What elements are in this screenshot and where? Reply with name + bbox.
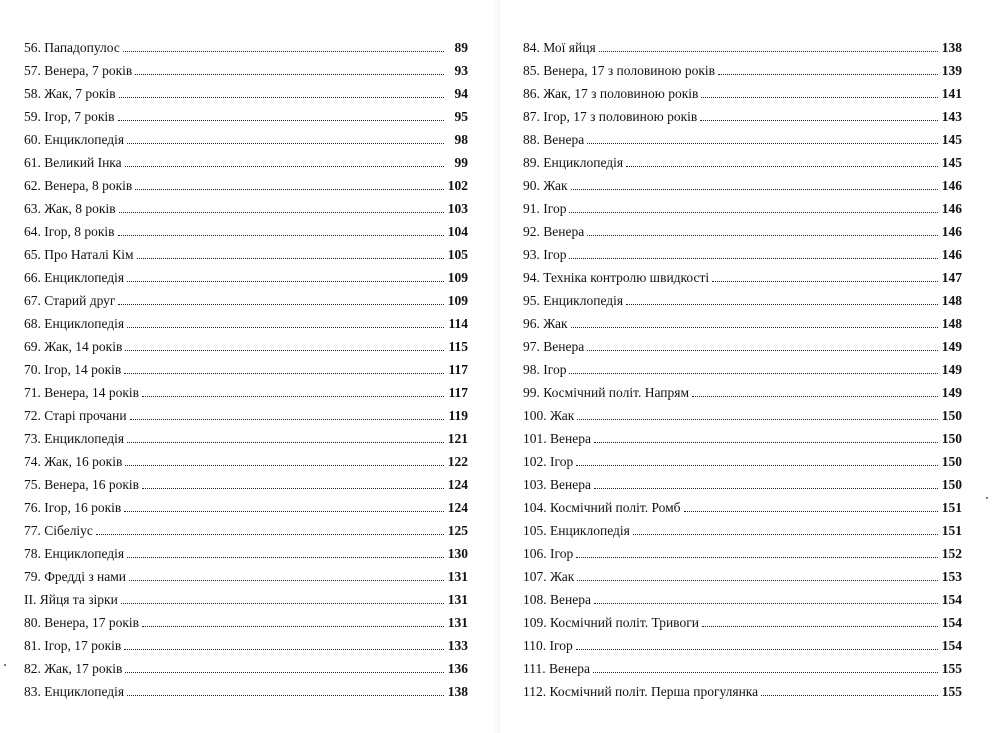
toc-entry-page: 150 (941, 454, 962, 469)
toc-entry (523, 423, 962, 446)
dot-leader (121, 603, 444, 604)
toc-entry (24, 101, 468, 124)
toc-entry-page: 146 (941, 178, 962, 193)
toc-entry (523, 216, 962, 239)
toc-entry-title: 78. Енциклопедія (24, 546, 125, 561)
toc-entry-page: 138 (447, 684, 468, 699)
toc-entry-page: 138 (941, 40, 962, 55)
toc-entry-title: 83. Енциклопедія (24, 684, 125, 699)
dot-leader (701, 97, 938, 98)
toc-entry-page: 139 (941, 63, 962, 78)
toc-entry-title: 107. Жак (523, 569, 575, 584)
toc-entry-title: 64. Ігор, 8 років (24, 224, 115, 239)
toc-entry-page: 109 (447, 270, 468, 285)
toc-entry-page: 151 (941, 500, 962, 515)
toc-entry-title: 81. Ігор, 17 років (24, 638, 122, 653)
toc-entry-page: 124 (447, 500, 468, 515)
dot-leader (135, 74, 444, 75)
dot-leader (569, 212, 938, 213)
toc-entry-page: 131 (447, 615, 468, 630)
toc-entry-title: 84. Мої яйця (523, 40, 596, 55)
toc-entry (523, 446, 962, 469)
toc-list-right (523, 32, 962, 699)
toc-entry-title: 87. Ігор, 17 з половиною років (523, 109, 698, 124)
toc-entry (24, 584, 468, 607)
toc-entry (24, 423, 468, 446)
toc-entry-title: 92. Венера (523, 224, 585, 239)
toc-entry-title: 100. Жак (523, 408, 575, 423)
toc-entry-page: 155 (941, 661, 962, 676)
toc-entry-page: 130 (447, 546, 468, 561)
toc-entry (523, 584, 962, 607)
toc-entry-page: 103 (447, 201, 468, 216)
toc-entry-page: 115 (448, 339, 468, 354)
toc-entry-page: 141 (941, 86, 962, 101)
toc-entry-page: 147 (941, 270, 962, 285)
dot-leader (127, 327, 444, 328)
toc-entry (24, 124, 468, 147)
toc-entry-title: 58. Жак, 7 років (24, 86, 116, 101)
toc-entry (24, 492, 468, 515)
dot-leader (712, 281, 938, 282)
toc-entry-page: 117 (448, 362, 468, 377)
dot-leader (118, 235, 444, 236)
toc-entry-page: 136 (447, 661, 468, 676)
dot-leader (587, 350, 938, 351)
toc-entry-title: 111. Венера (523, 661, 590, 676)
toc-entry-page: 117 (448, 385, 468, 400)
dot-leader (718, 74, 938, 75)
toc-entry-title: 105. Енциклопедія (523, 523, 630, 538)
dot-leader (124, 649, 444, 650)
toc-entry (24, 377, 468, 400)
toc-entry-page: 124 (447, 477, 468, 492)
toc-entry-page: 150 (941, 477, 962, 492)
dot-leader (127, 143, 444, 144)
toc-entry-title: 77. Сібеліус (24, 523, 93, 538)
dot-leader (127, 557, 444, 558)
toc-entry-title: 59. Ігор, 7 років (24, 109, 115, 124)
toc-entry-title: 60. Енциклопедія (24, 132, 125, 147)
dot-leader (593, 672, 938, 673)
dot-leader (125, 465, 444, 466)
toc-entry-page: 148 (941, 293, 962, 308)
dot-leader (761, 695, 938, 696)
toc-entry-page: 152 (941, 546, 962, 561)
dot-leader (127, 442, 444, 443)
toc-entry-page: 146 (941, 224, 962, 239)
dot-leader (626, 304, 938, 305)
toc-entry (523, 285, 962, 308)
toc-entry-title: 74. Жак, 16 років (24, 454, 123, 469)
dot-leader (626, 166, 938, 167)
toc-entry-title: 88. Венера (523, 132, 585, 147)
toc-entry (523, 400, 962, 423)
scan-speck (986, 497, 988, 499)
toc-entry-page: 102 (447, 178, 468, 193)
dot-leader (130, 419, 444, 420)
toc-entry (24, 469, 468, 492)
toc-entry-title: 90. Жак (523, 178, 568, 193)
scan-speck (4, 664, 6, 666)
toc-entry-title: 96. Жак (523, 316, 568, 331)
toc-entry (523, 492, 962, 515)
toc-entry (523, 55, 962, 78)
toc-entry-title: 112. Космічний політ. Перша прогулянка (523, 684, 759, 699)
toc-entry (24, 400, 468, 423)
toc-entry (24, 354, 468, 377)
dot-leader (119, 97, 444, 98)
right-page (500, 0, 1000, 733)
toc-entry-title: 91. Ігор (523, 201, 567, 216)
toc-entry-page: 143 (941, 109, 962, 124)
toc-entry (24, 676, 468, 699)
dot-leader (594, 442, 938, 443)
toc-entry (523, 469, 962, 492)
toc-entry-page: 122 (447, 454, 468, 469)
dot-leader (577, 580, 938, 581)
toc-entry-page: 150 (941, 431, 962, 446)
toc-entry-page: 154 (941, 592, 962, 607)
dot-leader (125, 672, 444, 673)
toc-entry (523, 124, 962, 147)
dot-leader (569, 258, 938, 259)
toc-entry-title: 82. Жак, 17 років (24, 661, 123, 676)
toc-entry-title: 61. Великий Інка (24, 155, 122, 170)
toc-entry-page: 155 (941, 684, 962, 699)
toc-entry (523, 354, 962, 377)
toc-entry (24, 193, 468, 216)
dot-leader (123, 51, 444, 52)
toc-entry-title: 98. Ігор (523, 362, 567, 377)
toc-entry (24, 538, 468, 561)
dot-leader (124, 373, 444, 374)
toc-entry (523, 239, 962, 262)
toc-entry (523, 193, 962, 216)
toc-entry-title: 89. Енциклопедія (523, 155, 624, 170)
toc-entry-title: 76. Ігор, 16 років (24, 500, 122, 515)
toc-entry-page: 95 (454, 109, 468, 124)
dot-leader (571, 189, 938, 190)
toc-entry (24, 446, 468, 469)
toc-entry-page: 149 (941, 385, 962, 400)
toc-entry-title: 57. Венера, 7 років (24, 63, 133, 78)
toc-entry-title: 71. Венера, 14 років (24, 385, 140, 400)
dot-leader (577, 419, 938, 420)
toc-entry-title: 79. Фредді з нами (24, 569, 127, 584)
dot-leader (135, 189, 444, 190)
toc-entry-title: 85. Венера, 17 з половиною років (523, 63, 716, 78)
toc-entry (523, 170, 962, 193)
dot-leader (576, 465, 938, 466)
dot-leader (700, 120, 938, 121)
toc-entry (523, 538, 962, 561)
dot-leader (587, 235, 938, 236)
toc-entry (24, 331, 468, 354)
dot-leader (576, 649, 938, 650)
toc-entry-page: 149 (941, 362, 962, 377)
dot-leader (633, 534, 938, 535)
dot-leader (594, 603, 938, 604)
toc-entry (24, 262, 468, 285)
toc-entry-page: 154 (941, 638, 962, 653)
toc-entry-title: 108. Венера (523, 592, 591, 607)
toc-entry (523, 377, 962, 400)
toc-entry (523, 676, 962, 699)
toc-entry-page: 146 (941, 247, 962, 262)
dot-leader (137, 258, 444, 259)
dot-leader (125, 166, 444, 167)
dot-leader (142, 626, 444, 627)
toc-entry (24, 170, 468, 193)
toc-entry-page: 93 (454, 63, 468, 78)
toc-entry-page: 133 (447, 638, 468, 653)
toc-entry-page: 99 (454, 155, 468, 170)
dot-leader (684, 511, 938, 512)
dot-leader (569, 373, 938, 374)
dot-leader (692, 396, 938, 397)
toc-entry (24, 147, 468, 170)
toc-entry-page: 148 (941, 316, 962, 331)
toc-entry (523, 78, 962, 101)
dot-leader (118, 120, 444, 121)
toc-entry (523, 653, 962, 676)
toc-entry-title: ІІ. Яйця та зірки (24, 592, 118, 607)
toc-entry-title: 104. Космічний політ. Ромб (523, 500, 681, 515)
toc-entry-page: 151 (941, 523, 962, 538)
toc-entry (24, 216, 468, 239)
dot-leader (124, 511, 444, 512)
toc-entry-title: 75. Венера, 16 років (24, 477, 140, 492)
toc-entry-title: 70. Ігор, 14 років (24, 362, 122, 377)
toc-entry (24, 515, 468, 538)
toc-entry-page: 153 (941, 569, 962, 584)
toc-list-left (24, 32, 468, 699)
dot-leader (576, 557, 938, 558)
dot-leader (587, 143, 938, 144)
toc-entry (24, 78, 468, 101)
toc-entry-title: 93. Ігор (523, 247, 567, 262)
toc-entry-title: 67. Старий друг (24, 293, 116, 308)
toc-entry-title: 63. Жак, 8 років (24, 201, 116, 216)
toc-entry (24, 653, 468, 676)
dot-leader (142, 396, 444, 397)
toc-entry-title: 86. Жак, 17 з половиною років (523, 86, 699, 101)
toc-entry (523, 515, 962, 538)
toc-entry-title: 110. Ігор (523, 638, 573, 653)
toc-entry-title: 62. Венера, 8 років (24, 178, 133, 193)
toc-entry (24, 630, 468, 653)
toc-entry (523, 101, 962, 124)
toc-entry-page: 109 (447, 293, 468, 308)
toc-entry-page: 98 (454, 132, 468, 147)
dot-leader (702, 626, 938, 627)
toc-entry-page: 104 (447, 224, 468, 239)
dot-leader (129, 580, 444, 581)
toc-entry-title: 94. Техніка контролю швидкості (523, 270, 710, 285)
toc-entry-title: 99. Космічний політ. Напрям (523, 385, 690, 400)
toc-entry-page: 154 (941, 615, 962, 630)
toc-entry-page: 94 (454, 86, 468, 101)
dot-leader (125, 350, 444, 351)
toc-entry-page: 146 (941, 201, 962, 216)
toc-entry (24, 561, 468, 584)
dot-leader (127, 695, 444, 696)
toc-entry-page: 105 (447, 247, 468, 262)
toc-entry (24, 239, 468, 262)
toc-entry-page: 114 (448, 316, 468, 331)
dot-leader (594, 488, 938, 489)
toc-entry-title: 56. Пападопулос (24, 40, 120, 55)
toc-entry-title: 103. Венера (523, 477, 591, 492)
dot-leader (118, 304, 444, 305)
toc-entry-title: 97. Венера (523, 339, 585, 354)
toc-entry-page: 150 (941, 408, 962, 423)
toc-entry-page: 131 (447, 592, 468, 607)
dot-leader (599, 51, 938, 52)
toc-entry (24, 308, 468, 331)
toc-entry-title: 106. Ігор (523, 546, 574, 561)
toc-entry (523, 561, 962, 584)
toc-entry-title: 95. Енциклопедія (523, 293, 624, 308)
toc-entry (523, 147, 962, 170)
dot-leader (142, 488, 444, 489)
toc-entry (523, 331, 962, 354)
toc-entry-title: 80. Венера, 17 років (24, 615, 140, 630)
toc-entry-page: 89 (454, 40, 468, 55)
toc-entry (24, 607, 468, 630)
toc-entry-title: 109. Космічний політ. Тривоги (523, 615, 699, 630)
toc-entry (523, 607, 962, 630)
toc-entry (24, 285, 468, 308)
toc-entry-title: 102. Ігор (523, 454, 574, 469)
toc-entry-page: 121 (447, 431, 468, 446)
toc-entry-title: 72. Старі прочани (24, 408, 127, 423)
dot-leader (571, 327, 938, 328)
toc-entry (24, 55, 468, 78)
toc-entry-title: 73. Енциклопедія (24, 431, 125, 446)
toc-entry-title: 68. Енциклопедія (24, 316, 125, 331)
toc-entry-title: 69. Жак, 14 років (24, 339, 123, 354)
toc-entry (523, 32, 962, 55)
toc-entry-page: 149 (941, 339, 962, 354)
dot-leader (119, 212, 444, 213)
dot-leader (127, 281, 444, 282)
toc-entry-page: 125 (447, 523, 468, 538)
toc-entry-title: 66. Енциклопедія (24, 270, 125, 285)
toc-entry-title: 101. Венера (523, 431, 591, 446)
toc-entry (523, 308, 962, 331)
toc-entry-page: 119 (448, 408, 468, 423)
toc-entry-title: 65. Про Наталі Кім (24, 247, 134, 262)
dot-leader (96, 534, 444, 535)
toc-entry-page: 145 (941, 132, 962, 147)
toc-entry (523, 262, 962, 285)
toc-entry (24, 32, 468, 55)
toc-entry-page: 131 (447, 569, 468, 584)
toc-entry-page: 145 (941, 155, 962, 170)
toc-entry (523, 630, 962, 653)
